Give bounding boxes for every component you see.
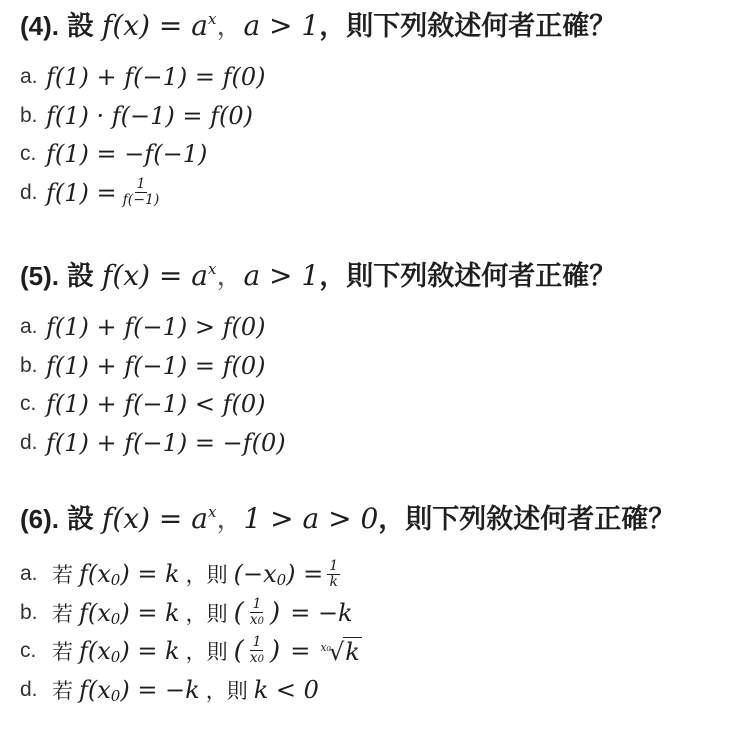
option-if: 若 bbox=[52, 563, 73, 588]
option-expression: f(1) + f(−1) = −f(0) bbox=[46, 428, 286, 457]
stem-tail: ，則下列敘述何者正確？ bbox=[319, 261, 617, 292]
option-c bbox=[20, 385, 735, 424]
fraction: $\frac{1}{x0}$ bbox=[249, 595, 265, 628]
option-label: b. bbox=[20, 600, 38, 624]
option-a: a. 若 f(x 0 ) = k ，則 (−x 0 ) = $\frac{1}{k}$ bbox=[20, 557, 339, 590]
stem-exponent: x bbox=[207, 10, 217, 28]
option-expression: f(1) + f(−1) = f(0) bbox=[46, 351, 266, 380]
option-b bbox=[20, 347, 735, 386]
option-if: 若 bbox=[52, 601, 73, 626]
option-label: c. bbox=[20, 639, 37, 663]
option-expression: f(1) + f(−1) > f(0) bbox=[46, 313, 266, 342]
option-d bbox=[20, 174, 735, 213]
stem-lead: 設 bbox=[67, 11, 94, 42]
root-index: x₀ bbox=[320, 640, 331, 654]
stem-tail: ，則下列敘述何者正確？ bbox=[319, 11, 617, 42]
option-then: ，則 bbox=[185, 563, 228, 588]
fraction bbox=[121, 177, 162, 208]
option-label: c. bbox=[20, 142, 37, 166]
option-label: a. bbox=[20, 315, 38, 339]
option-then: ，則 bbox=[205, 678, 248, 703]
option-label: a. bbox=[20, 562, 38, 586]
option-if: 若 bbox=[52, 678, 73, 703]
stem-function: f(x) = a bbox=[102, 502, 208, 535]
option-expression-left: f(1) = bbox=[46, 178, 117, 207]
option-conclusion: k < 0 bbox=[253, 675, 319, 704]
stem-condition: a > 1 bbox=[243, 9, 320, 42]
stem-exponent: x bbox=[207, 503, 217, 521]
option-expression: f(1) · f(−1) = f(0) bbox=[46, 101, 253, 130]
stem-tail: ，則下列敘述何者正確？ bbox=[378, 504, 676, 535]
option-label: d. bbox=[20, 180, 38, 204]
question-stem: (6). 設 f(x) = a x ， 1 > a > 0 ，則下列敘述何者正確？ bbox=[20, 497, 735, 537]
option-c bbox=[20, 135, 735, 174]
stem-function: f(x) = a bbox=[102, 259, 208, 292]
option-expression: f(1) = −f(−1) bbox=[46, 140, 208, 169]
question-stem: (4). 設 f(x) = a x ， a > 1 ，則下列敘述何者正確？ bbox=[20, 4, 735, 44]
option-label: a. bbox=[20, 65, 38, 89]
option-then: ，則 bbox=[185, 640, 228, 665]
option-label: c. bbox=[20, 392, 37, 416]
option-c: c. 若 f(x 0 ) = k ，則 ( $\frac{1}{x0}$ ) = x₀ √ k bbox=[20, 634, 360, 667]
fraction-numerator: 1 bbox=[136, 176, 146, 193]
option-expression: f(1) + f(−1) = f(0) bbox=[46, 63, 266, 92]
question-4 bbox=[20, 4, 735, 212]
option-b: b. 若 f(x 0 ) = k ，則 ( $\frac{1}{x0}$ ) = −k bbox=[20, 595, 353, 628]
option-label: b. bbox=[20, 353, 38, 377]
stem-lead: 設 bbox=[67, 261, 94, 292]
question-stem: (5). 設 f(x) = a x ， a > 1 ，則下列敘述何者正確？ bbox=[20, 254, 735, 294]
option-label: d. bbox=[20, 677, 38, 701]
stem-condition: a > 1 bbox=[243, 259, 320, 292]
stem-exponent: x bbox=[207, 260, 217, 278]
option-d: d. 若 f(x 0 ) = −k ，則 k < 0 bbox=[20, 675, 319, 705]
option-then: ，則 bbox=[185, 601, 228, 626]
fraction-denominator: f(−1) bbox=[122, 192, 160, 209]
radical-sign: √ bbox=[328, 637, 345, 666]
stem-function: f(x) = a bbox=[102, 9, 208, 42]
radicand: k bbox=[345, 637, 360, 666]
fraction: $\frac{1}{k}$ bbox=[329, 557, 339, 590]
fraction: $\frac{1}{x0}$ bbox=[249, 634, 265, 667]
option-expression: f(1) + f(−1) < f(0) bbox=[46, 390, 266, 419]
option-d bbox=[20, 424, 735, 463]
question-number: (5). bbox=[20, 261, 59, 291]
stem-condition: 1 > a > 0 bbox=[243, 502, 379, 535]
option-label: b. bbox=[20, 103, 38, 127]
stem-lead: 設 bbox=[67, 504, 94, 535]
option-a bbox=[20, 308, 735, 347]
question-number: (6). bbox=[20, 504, 59, 534]
nth-root bbox=[320, 637, 361, 666]
option-label: d. bbox=[20, 430, 38, 454]
option-b bbox=[20, 97, 735, 136]
question-5 bbox=[20, 254, 735, 462]
option-a bbox=[20, 58, 735, 97]
question-6 bbox=[20, 497, 735, 709]
option-if: 若 bbox=[52, 640, 73, 665]
question-number: (4). bbox=[20, 11, 59, 41]
